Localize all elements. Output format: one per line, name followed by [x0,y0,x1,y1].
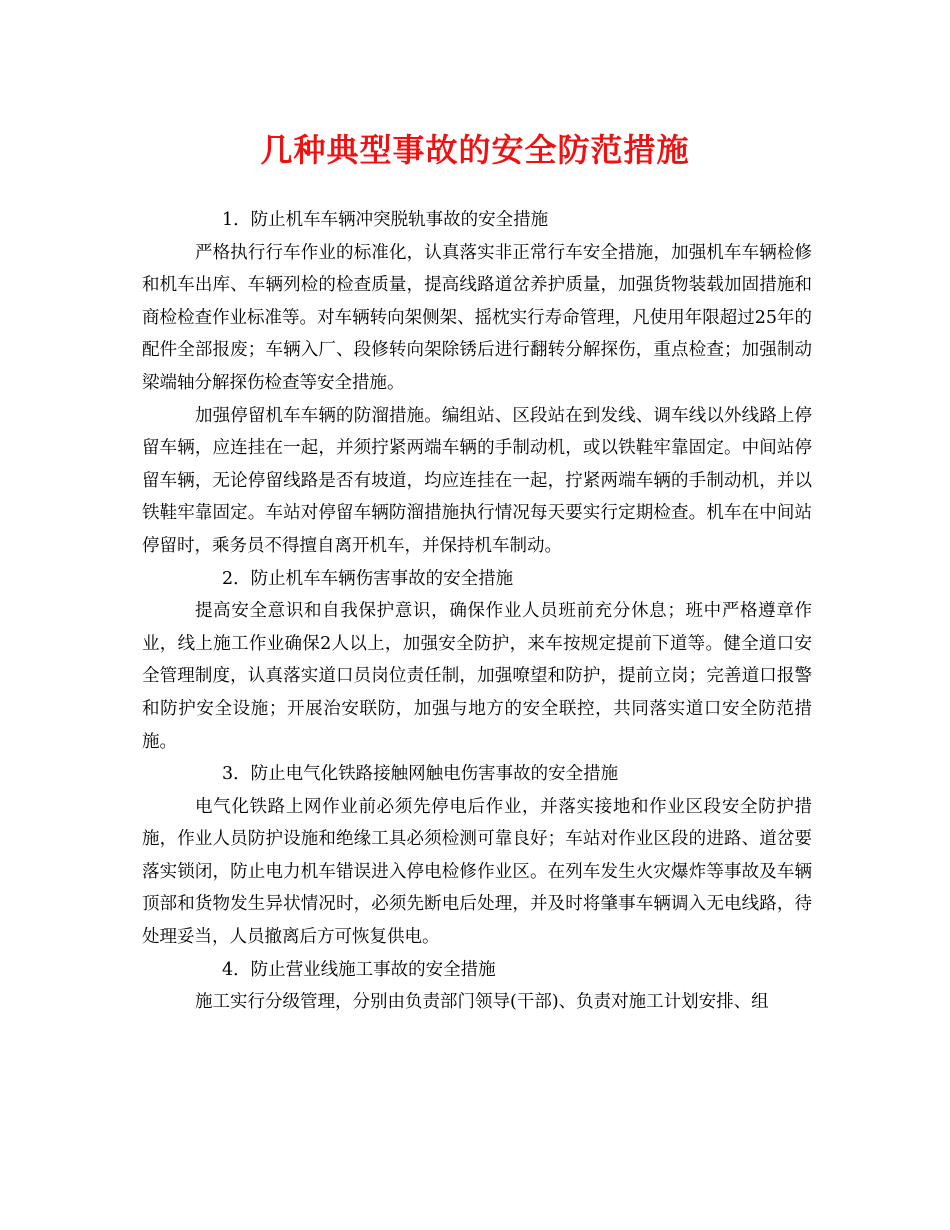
section-heading: 1．防止机车车辆冲突脱轨事故的安全措施 [222,210,549,230]
paragraph: 严格执行行车作业的标准化，认真落实非正常行车安全措施，加强机车车辆检修和机车出库、车辆列检的检查质量，提高线路道岔养护质量，加强货物装载加固措施和商检检查作业标准等。对车辆转向架侧架、摇枕实行寿命管理，凡使用年限超过25年的配件全部报废；车辆入厂、段修转向架除锈后进行翻转分解探伤，重点检查；加强制动梁端轴分解探伤检查等安全措施。 [142,242,812,393]
section-heading: 3．防止电气化铁路接触网触电伤害事故的安全措施 [222,764,619,785]
page-title: 几种典型事故的安全防范措施 [260,131,690,169]
paragraph: 电气化铁路上网作业前必须先停电后作业，并落实接地和作业区段安全防护措施，作业人员防护设施和绝缘工具必须检测可靠良好；车站对作业区段的进路、道岔要落实锁闭，防止电力机车错误进入停电检修作业区。在列车发生火灾爆炸等事故及车辆顶部和货物发生异状情况时，必须先断电后处理，并及时将肇事车辆调入无电线路，待处理妥当，人员撤离后方可恢复供电。 [142,796,812,948]
section-heading: 4．防止营业线施工事故的安全措施 [222,959,496,980]
paragraph: 加强停留机车车辆的防溜措施。编组站、区段站在到发线、调车线以外线路上停留车辆，应连挂在一起，并须拧紧两端车辆的手制动机，或以铁鞋牢靠固定。中间站停留车辆，无论停留线路是否有坡道，均应连挂在一起，拧紧两端车辆的手制动机，并以铁鞋牢靠固定。车站对停留车辆防溜措施执行情况每天要实行定期检查。机车在中间站停留时，乘务员不得擅自离开机车，并保持机车制动。 [142,405,812,556]
paragraph: 施工实行分级管理，分别由负责部门领导(干部)、负责对施工计划安排、组 [195,992,769,1013]
document-body [142,204,812,1019]
section-heading: 2．防止机车车辆伤害事故的安全措施 [222,568,514,589]
paragraph: 提高安全意识和自我保护意识，确保作业人员班前充分休息；班中严格遵章作业，线上施工作业确保2人以上，加强安全防护，来车按规定提前下道等。健全道口安全管理制度，认真落实道口员岗位责任制，加强嘹望和防护，提前立岗；完善道口报警和防护安全设施；开展治安联防，加强与地方的安全联控，共同落实道口安全防范措施。 [142,601,812,752]
